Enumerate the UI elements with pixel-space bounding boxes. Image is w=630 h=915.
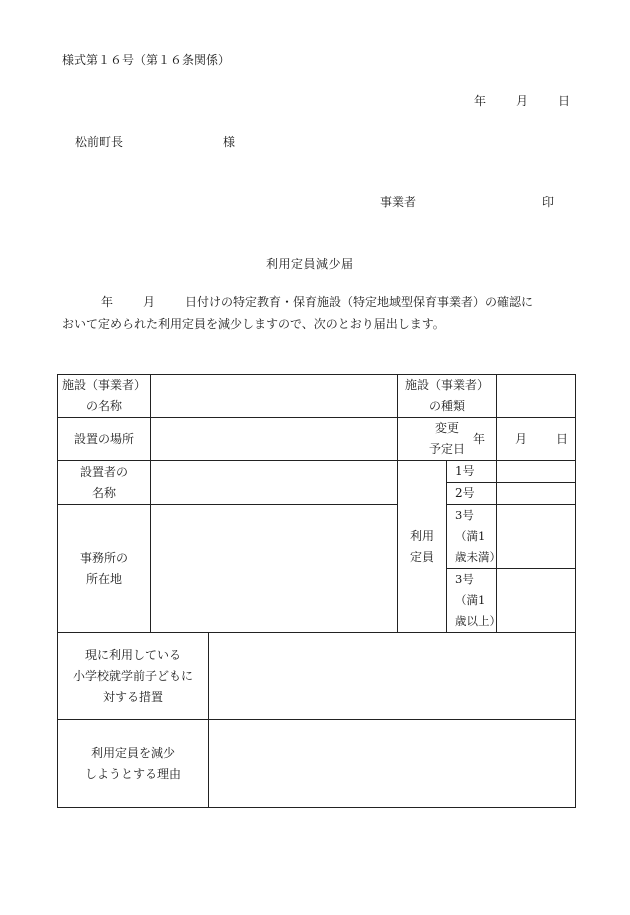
capacity-type-3-over1: 3号（満1歳以上） [447,569,497,633]
change-year-label: 年 [473,432,486,446]
capacity-type-3-under1: 3号（満1歳未満） [447,505,497,569]
form-number: 様式第１６号（第１６条関係） [62,53,231,67]
capacity-type-1: 1号 [447,461,497,483]
capacity-value-1[interactable] [497,461,576,483]
reason-field[interactable] [209,720,576,808]
capacity-type-2: 2号 [447,483,497,505]
facility-name-label: 施設（事業者） の名称 [58,375,151,418]
capacity-value-3-under1[interactable] [497,505,576,569]
table-row [58,633,576,720]
office-location-label: 事務所の 所在地 [58,505,151,633]
addressee: 松前町長 [75,135,124,149]
change-date-label: 変更 予定日 [398,418,497,461]
date-year-label: 年 [474,94,487,108]
location-field[interactable] [151,418,398,461]
table-row [58,461,576,483]
body-line-1 [101,296,533,308]
measures-field[interactable] [209,633,576,720]
applicant-label: 事業者 [380,195,417,209]
body-month-label: 月 [143,295,156,309]
seal-mark: 印 [542,195,555,209]
table-row [58,418,576,461]
capacity-label: 利用 定員 [398,461,447,633]
office-location-field[interactable] [151,505,398,633]
capacity-value-3-over1[interactable] [497,569,576,633]
body-line-2: おいて定められた利用定員を減少しますので、次のとおり届出します。 [62,317,445,331]
table-row [58,720,576,808]
document-title: 利用定員減少届 [266,257,354,271]
location-label: 設置の場所 [58,418,151,461]
founder-name-field[interactable] [151,461,398,505]
date-day-label: 日 [558,94,571,108]
table-row [58,505,576,569]
change-month-label: 月 [515,432,528,446]
measures-label: 現に利用している 小学校就学前子どもに 対する措置 [58,633,209,720]
body-line-1-text: 日付けの特定教育・保育施設（特定地域型保育事業者）の確認に [185,295,534,309]
submission-date [474,95,570,107]
facility-type-label: 施設（事業者） の種類 [398,375,497,418]
addressee-honorific: 様 [223,135,236,149]
table-row [58,375,576,418]
capacity-value-2[interactable] [497,483,576,505]
facility-name-field[interactable] [151,375,398,418]
change-date-field[interactable] [473,418,576,461]
founder-name-label: 設置者の 名称 [58,461,151,505]
change-day-label: 日 [556,432,569,446]
date-month-label: 月 [516,94,529,108]
reason-label: 利用定員を減少 しようとする理由 [58,720,209,808]
body-year-label: 年 [101,295,114,309]
notification-form-table [57,374,576,808]
facility-type-field[interactable] [497,375,576,418]
